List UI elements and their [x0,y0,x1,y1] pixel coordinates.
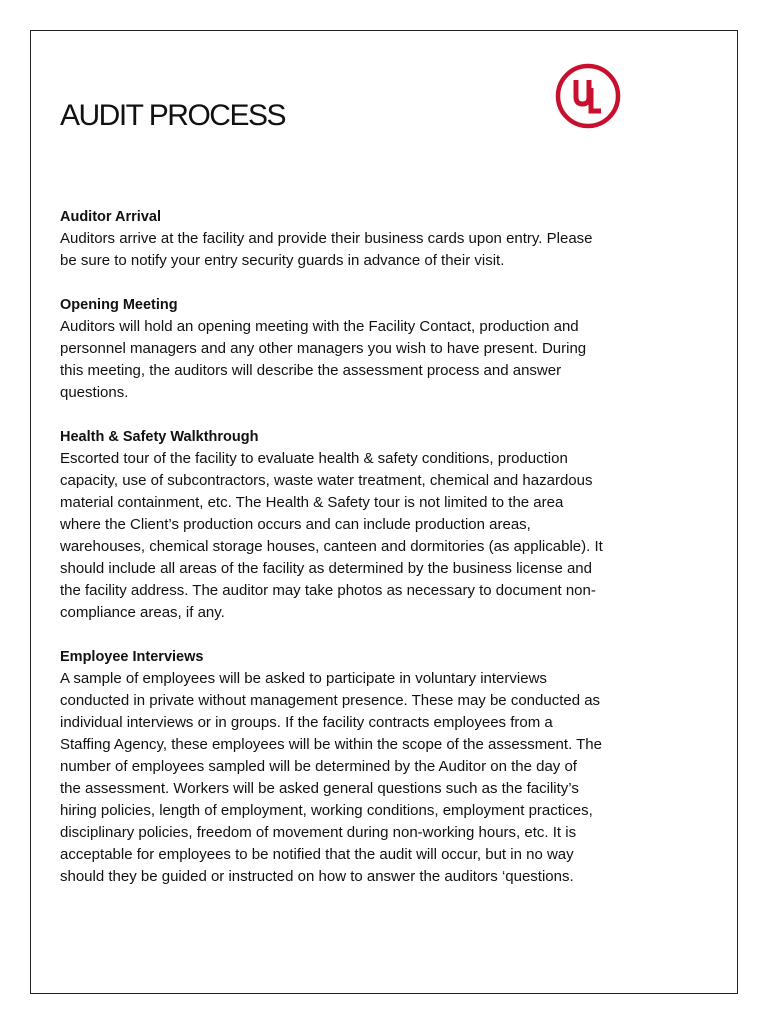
page-title: AUDIT PROCESS [60,99,285,132]
section-heading: Auditor Arrival [60,209,161,225]
section-text: Escorted tour of the facility to evaluate health & safety conditions, production capacity, use of subcontractors, waste water treatment, chemical and hazardous material containment, etc. The Health & Safety tour is not limited to the area where the Client’s production occurs and can include production areas, warehouses, chemical storage houses, canteen and dormitories (as applicable). It should include all areas of the facility as determined by the business license and the facility address. The auditor may take photos as necessary to document non- compliance areas, if any. [60,450,603,621]
document-body [60,206,670,910]
ul-logo-l [591,88,601,111]
section-heading: Opening Meeting [60,297,178,313]
section-heading: Employee Interviews [60,649,204,665]
section-text: Auditors arrive at the facility and provide their business cards upon entry. Please be sure to notify your entry security guards in advance of their visit. [60,230,593,269]
section-health-safety-walkthrough [60,426,670,624]
section-employee-interviews [60,646,670,888]
section-auditor-arrival [60,206,670,272]
section-text: A sample of employees will be asked to participate in voluntary interviews conducted in private without management presence. These may be conducted as individual interviews or in groups. If the facility contracts employees from a Staffing Agency, these employees will be within the scope of the assessment. The number of employees sampled will be determined by the Auditor on the day of the assessment. Workers will be asked general questions such as the facility’s hiring policies, length of employment, working conditions, employment practices, disciplinary policies, freedom of movement during non-working hours, etc. It is acceptable for employees to be notified that the audit will occur, but in no way should they be guided or instructed on how to answer the auditors ‘questions. [60,670,602,885]
section-text: Auditors will hold an opening meeting with the Facility Contact, production and personnel managers and any other managers you wish to have present. During this meeting, the auditors will describe the assessment process and answer questions. [60,318,587,401]
section-heading: Health & Safety Walkthrough [60,429,259,445]
ul-logo-u [576,80,589,104]
section-opening-meeting [60,294,670,404]
ul-logo [554,62,622,130]
